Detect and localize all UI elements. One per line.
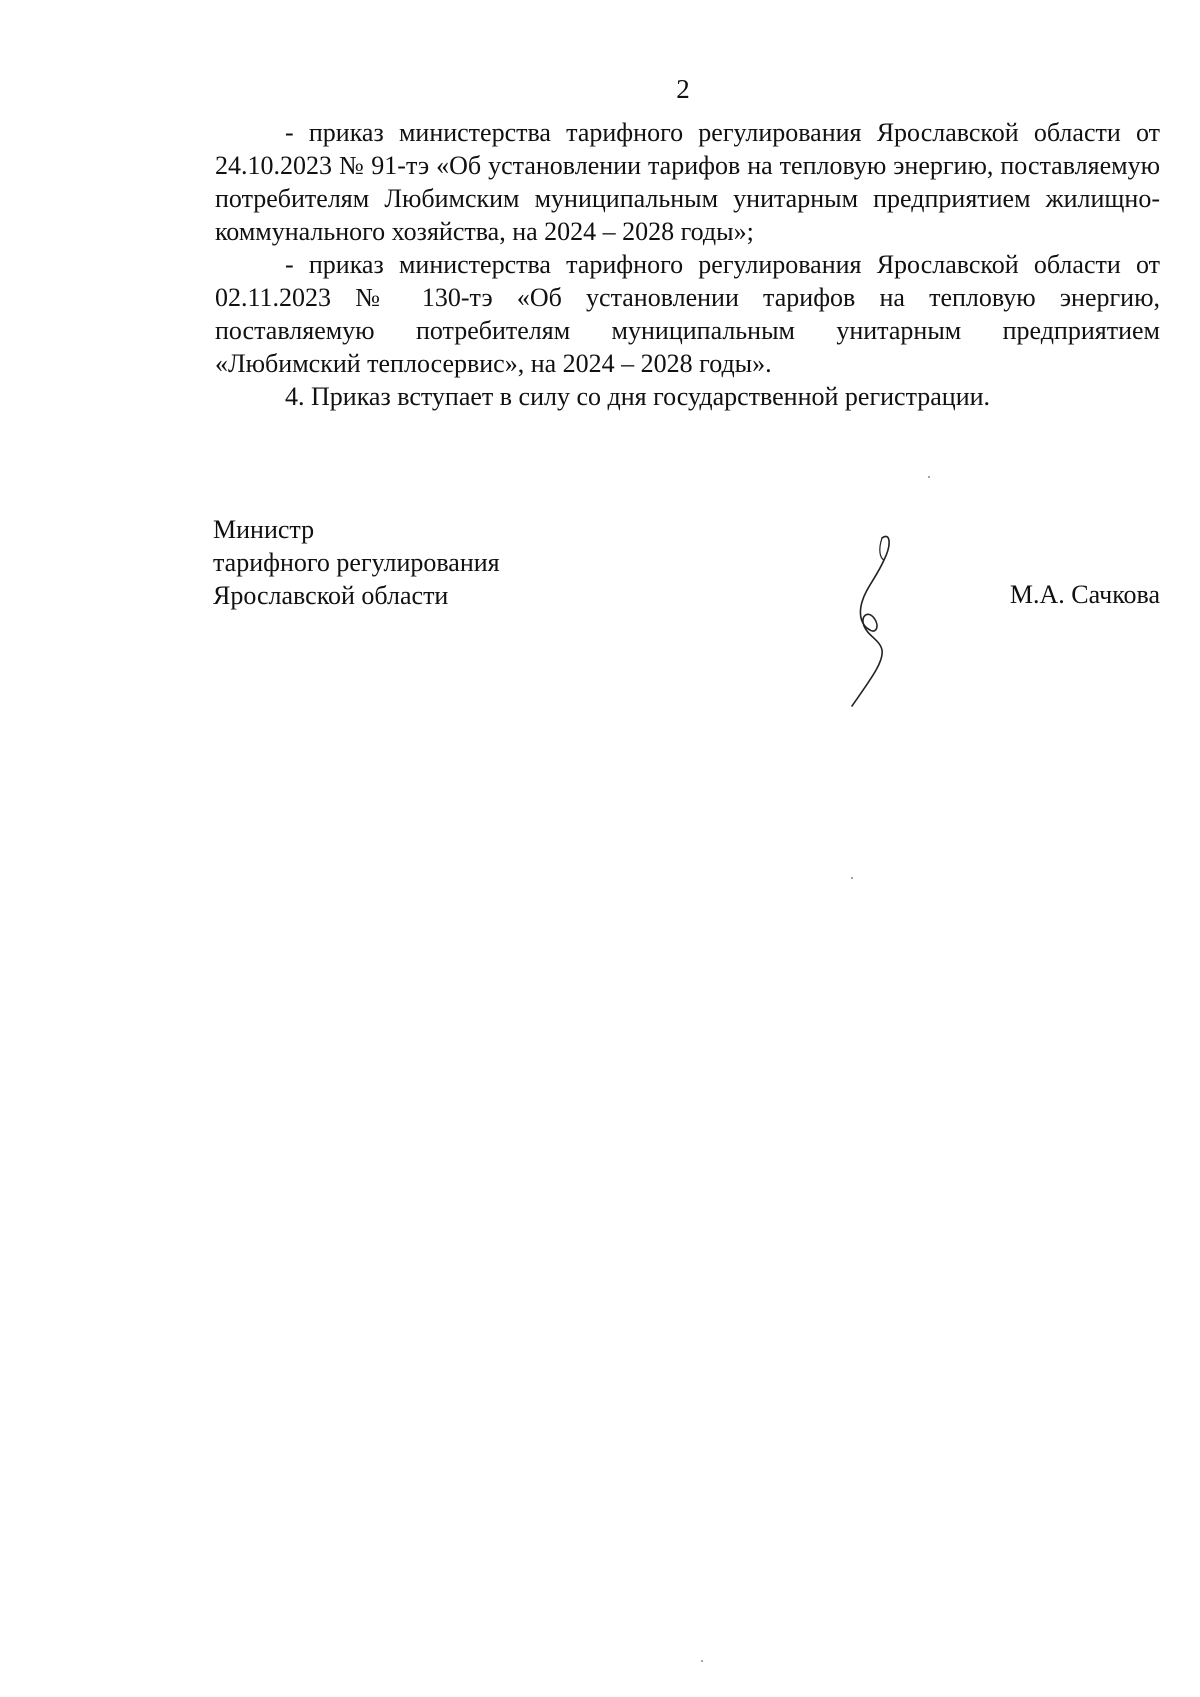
signatory-title [213,513,500,612]
document-body [215,116,1160,413]
paragraph-order-91: - приказ министерства тарифного регулирования Ярославской области от 24.10.2023 № 91-тэ «Об установлении тарифов на тепловую энергию, поставляемую потребителям Любимским муниципальным унитарным предприятием жилищно-коммунального хозяйства, на 2024 – 2028 годы»; [215,118,1160,246]
paragraph-effective-date: 4. Приказ вступает в силу со дня государственной регистрации. [285,382,991,411]
signatory-title-line: Ярославской области [213,581,449,610]
scan-speck [701,1660,703,1662]
scan-speck [851,877,853,879]
handwritten-signature-icon [840,530,910,710]
signer-name: М.А. Сачкова [1009,580,1160,609]
signatory-title-line: тарифного регулирования [213,548,500,577]
paragraph-order-130: - приказ министерства тарифного регулирования Ярославской области от 02.11.2023 № 130-тэ «Об установлении тарифов на тепловую энергию, поставляемую потребителям муниципальным унитарным предприятием «Любимский теплосервис», на 2024 – 2028 годы». [215,250,1160,378]
signatory-title-line: Министр [213,515,315,544]
scan-speck [928,476,930,478]
page-number: 2 [676,74,690,104]
